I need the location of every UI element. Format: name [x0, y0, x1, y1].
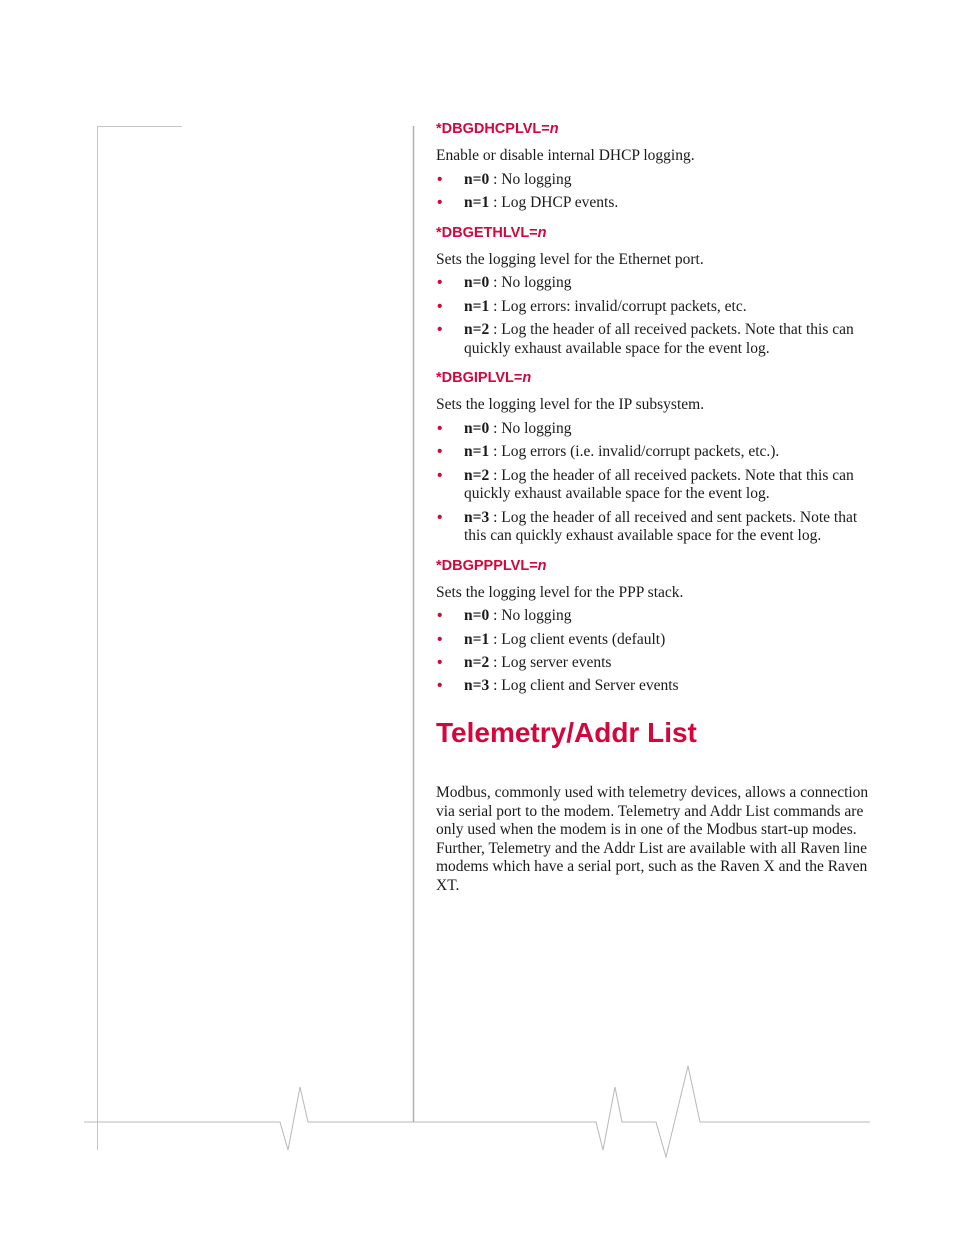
option-list	[436, 607, 876, 696]
list-item: • n=2 : Log server events	[437, 654, 612, 672]
list-item: • n=3 : Log client and Server events	[437, 677, 679, 695]
list-item: • n=0 : No logging	[437, 170, 572, 188]
command-dbgethlvl	[436, 224, 876, 359]
command-description: Sets the logging level for the Ethernet port.	[436, 250, 704, 268]
bullet-icon: •	[437, 607, 443, 625]
command-dbgdhcplvl	[436, 120, 876, 213]
list-item: • n=0 : No logging	[437, 274, 572, 292]
option-list	[436, 171, 876, 213]
bullet-icon: •	[437, 297, 443, 315]
list-item: • n=1 : Log errors: invalid/corrupt packets, etc.	[437, 297, 747, 315]
list-item: • n=1 : Log errors (i.e. invalid/corrupt packets, etc.).	[437, 443, 780, 461]
bottom-waveform-rule	[84, 1066, 870, 1157]
command-description: Enable or disable internal DHCP logging.	[436, 147, 695, 164]
list-item: • n=2 : Log the header of all received packets. Note that this can quickly exhaust available space for the event log.	[437, 320, 854, 357]
command-description: Sets the logging level for the IP subsystem.	[436, 396, 705, 414]
list-item: • n=1 : Log DHCP events.	[437, 193, 619, 211]
command-heading: *DBGPPPLVL=n	[436, 557, 547, 574]
main-column	[436, 120, 876, 896]
bullet-icon: •	[437, 508, 443, 526]
command-heading: *DBGETHLVL=n	[436, 224, 547, 241]
bullet-icon: •	[437, 193, 443, 211]
command-dbgppplvl	[436, 557, 876, 696]
list-item: • n=3 : Log the header of all received and sent packets. Note that this can quickly exhaust available space for the event log.	[437, 508, 858, 545]
list-item: • n=0 : No logging	[437, 419, 572, 437]
command-dbgiplvl	[436, 369, 876, 546]
section-title: Telemetry/Addr List	[436, 717, 697, 749]
command-description: Sets the logging level for the PPP stack.	[436, 583, 684, 601]
bullet-icon: •	[437, 654, 443, 672]
bullet-icon: •	[437, 443, 443, 461]
option-list	[436, 420, 876, 546]
list-item: • n=1 : Log client events (default)	[437, 630, 666, 648]
bullet-icon: •	[437, 419, 443, 437]
bullet-icon: •	[437, 170, 443, 188]
bullet-icon: •	[437, 630, 443, 648]
list-item: • n=0 : No logging	[437, 607, 572, 625]
section-body: Modbus, commonly used with telemetry devices, allows a connection via serial port to the modem. Telemetry and Addr List commands are only used when the modem is in one of the Modbus start-up modes. Further, Telemetry and the Addr List are available with all Raven line modems which have a serial port, such as the Raven X and the Raven XT.	[436, 784, 869, 895]
command-heading: *DBGIPLVL=n	[436, 370, 532, 387]
bullet-icon: •	[437, 466, 443, 484]
bullet-icon: •	[437, 677, 443, 695]
bullet-icon: •	[437, 274, 443, 292]
command-heading: *DBGDHCPLVL=n	[436, 121, 559, 137]
bullet-icon: •	[437, 320, 443, 338]
option-list	[436, 274, 876, 358]
list-item: • n=2 : Log the header of all received packets. Note that this can quickly exhaust available space for the event log.	[437, 466, 854, 503]
